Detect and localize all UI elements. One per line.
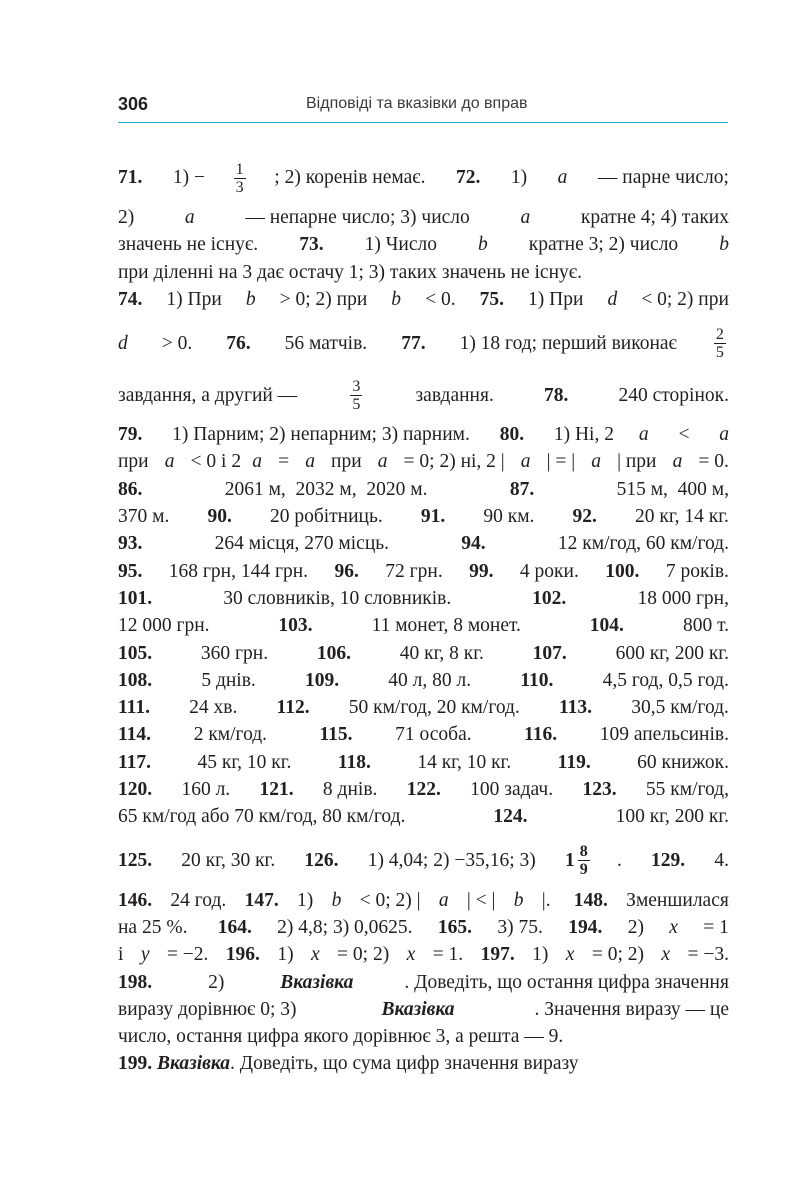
mixed-number: [565, 843, 593, 878]
text-run: 1) Число: [359, 234, 442, 256]
math-variable: a: [719, 424, 729, 446]
exercise-number: 94.: [461, 533, 486, 555]
exercise-number: 101.: [118, 587, 153, 609]
math-variable: a: [252, 451, 263, 473]
text-line: [118, 969, 729, 996]
exercise-number: 110.: [520, 669, 554, 691]
text-run: при: [118, 451, 154, 473]
math-variable: a: [557, 167, 568, 189]
exercise-number: 122.: [406, 779, 441, 801]
text-run: 90 км.: [478, 506, 540, 528]
exercise-number: 95.: [118, 560, 143, 582]
text-run: =: [273, 451, 294, 473]
exercise-number: 106.: [316, 642, 351, 664]
exercise-number: 147.: [244, 889, 279, 911]
running-title: Відповіді та вказівки до вправ: [306, 95, 528, 112]
exercise-number: 116.: [524, 724, 558, 746]
exercise-number: 104.: [589, 615, 624, 637]
math-variable: d: [607, 288, 618, 310]
exercise-number: 100.: [605, 560, 640, 582]
math-variable: x: [310, 944, 320, 966]
exercise-number: 75.: [479, 288, 504, 310]
exercise-number: 103.: [278, 615, 313, 637]
exercise-number: 105.: [118, 642, 153, 664]
text-line: [118, 803, 729, 830]
text-run: — парне число;: [593, 167, 729, 189]
text-run: 5 днів.: [196, 669, 261, 691]
text-run: = 0; 2) ні, 2 |: [398, 451, 510, 473]
exercise-number: 111.: [118, 697, 150, 719]
text-run: 1): [506, 167, 533, 189]
text-run: 1) Парним; 2) непарним; 3) парним.: [167, 424, 475, 446]
text-run: 4.: [709, 849, 729, 871]
text-run: 56 матчів.: [279, 332, 373, 354]
exercise-number: 109.: [304, 669, 340, 691]
text-run: 1): [272, 944, 299, 966]
text-run: 2) 4,8; 3) 0,0625.: [272, 916, 418, 938]
math-variable: x: [661, 944, 671, 966]
text-run: на 25 %.: [118, 916, 198, 938]
text-run: 2): [203, 971, 230, 993]
math-variable: b: [331, 889, 342, 911]
text-line: [118, 721, 729, 748]
text-run: число, остання цифра якого дорівнює 3, а решта — 9.: [118, 1026, 564, 1048]
exercise-number: 76.: [226, 332, 251, 354]
text-run: 24 год.: [165, 889, 232, 911]
exercise-number: 74.: [118, 288, 143, 310]
exercise-number: 87.: [509, 478, 535, 500]
hint-label: Вказівка: [280, 971, 354, 993]
exercise-number: 73.: [299, 234, 324, 256]
exercise-number: 102.: [532, 587, 567, 609]
text-line: [118, 694, 729, 721]
text-run: | при: [612, 451, 662, 473]
text-run: 168 грн, 144 грн.: [163, 560, 313, 582]
math-variable: a: [672, 451, 683, 473]
exercise-number: 194.: [568, 916, 603, 938]
text-run: значень не існує.: [118, 234, 264, 256]
exercise-number: 108.: [118, 669, 153, 691]
text-line: [118, 640, 729, 667]
text-run: 4,5 год, 0,5 год.: [597, 669, 729, 691]
text-line: [118, 421, 729, 448]
text-run: < 0; 2) при: [636, 288, 729, 310]
text-run: кратне 3; 2) число: [523, 234, 684, 256]
exercise-number: 96.: [334, 560, 359, 582]
text-run: 65 км/год або 70 км/год, 80 км/год.: [118, 806, 411, 828]
text-run: = 1.: [427, 944, 469, 966]
text-run: 4 роки.: [515, 560, 584, 582]
text-run: 40 кг, 8 кг.: [394, 642, 489, 664]
math-variable: a: [184, 207, 195, 228]
text-line: [118, 286, 729, 313]
exercise-number: 148.: [573, 889, 608, 911]
text-run: і: [118, 944, 129, 966]
text-run: 2 км/год.: [188, 724, 282, 746]
text-run: 360 грн.: [196, 642, 273, 664]
exercise-number: 90.: [207, 506, 232, 528]
text-run: виразу дорівнює 0; 3): [118, 998, 302, 1020]
page-number: 306: [118, 94, 149, 114]
whole-part: 1: [564, 849, 575, 871]
exercise-number: 114.: [118, 724, 152, 746]
math-variable: a: [638, 424, 649, 446]
text-run: завдання, а другий —: [118, 384, 303, 406]
text-run: = 0; 2): [586, 944, 649, 966]
exercise-number: 165.: [437, 916, 473, 938]
text-line: [118, 321, 729, 365]
text-line: [118, 612, 729, 639]
answers-text: [118, 148, 729, 1078]
denominator: 9: [579, 861, 588, 879]
exercise-number: 123.: [582, 779, 617, 801]
text-run: 12 000 грн.: [118, 615, 225, 637]
text-run: = −2.: [162, 944, 214, 966]
exercise-number: 107.: [532, 642, 567, 664]
text-run: Зменшилася: [621, 889, 729, 911]
exercise-number: 197.: [480, 944, 515, 966]
text-run: 8 днів.: [318, 779, 383, 801]
math-variable: x: [406, 944, 416, 966]
text-run: 2): [622, 916, 649, 938]
denominator: 5: [352, 395, 361, 413]
text-run: |.: [536, 889, 561, 911]
text-run: < 0.: [420, 288, 461, 310]
text-run: 11 монет, 8 монет.: [366, 615, 536, 637]
text-run: 109 апельсинів.: [594, 724, 729, 746]
text-run: 55 км/год,: [641, 779, 729, 801]
text-line: [118, 839, 729, 883]
text-run: 1): [292, 889, 319, 911]
text-run: 1) 4,04; 2) −35,16; 3): [362, 849, 541, 871]
exercise-number: 118.: [337, 751, 371, 773]
text-run: 20 кг, 30 кг.: [176, 849, 281, 871]
text-run: 1): [527, 944, 554, 966]
text-line: [118, 667, 729, 694]
text-run: 50 км/год, 20 км/год.: [343, 697, 525, 719]
math-variable: a: [164, 451, 175, 473]
exercise-number: 71.: [118, 167, 143, 189]
text-run: 370 м.: [118, 506, 175, 528]
text-run: .: [616, 849, 627, 871]
exercise-number: 99.: [469, 560, 494, 582]
text-run: при: [326, 451, 367, 473]
text-run: 100 задач.: [465, 779, 558, 801]
text-line: [118, 914, 729, 941]
text-run: = 0.: [693, 451, 729, 473]
text-run: 3) 75.: [492, 916, 548, 938]
exercise-number: 80.: [499, 424, 525, 446]
math-variable: a: [591, 451, 602, 473]
text-run: 24 хв.: [184, 697, 243, 719]
text-run: 1) 18 год; перший виконає: [454, 332, 682, 354]
text-line: [118, 585, 729, 612]
text-run: 20 робітниць.: [265, 506, 388, 528]
text-run: > 0.: [156, 332, 198, 354]
exercise-number: 164.: [217, 916, 252, 938]
text-run: 60 книжок.: [632, 751, 729, 773]
hint-label: Вказівка: [381, 998, 455, 1020]
exercise-number: 124.: [493, 806, 528, 828]
numerator: 1: [235, 160, 244, 178]
text-run: 1) Ні, 2: [548, 424, 614, 446]
text-run: 264 місця, 270 місць.: [209, 533, 394, 555]
exercise-number: 86.: [118, 478, 143, 500]
text-run: 72 грн.: [380, 560, 448, 582]
text-run: 30,5 км/год.: [626, 697, 729, 719]
math-variable: b: [478, 234, 488, 256]
fraction: [231, 161, 249, 196]
math-variable: b: [719, 234, 729, 256]
text-run: . Доведіть, що остання цифра значення: [404, 971, 729, 993]
text-run: 100 кг, 200 кг.: [610, 806, 729, 828]
hint-label: Вказівка: [157, 1053, 231, 1075]
math-variable: a: [438, 889, 449, 911]
text-line: [118, 776, 729, 803]
text-run: 800 т.: [678, 615, 729, 637]
exercise-number: 92.: [572, 506, 597, 528]
math-variable: a: [520, 207, 531, 228]
text-line: [118, 156, 729, 200]
denominator: 5: [715, 343, 724, 361]
text-line: [118, 448, 729, 475]
text-run: — непарне число; 3) число: [240, 207, 475, 228]
text-run: 515 м, 400 м,: [611, 478, 729, 500]
text-line: [118, 259, 729, 286]
text-line: [118, 996, 729, 1023]
numerator: 8: [579, 843, 588, 861]
page-header: [118, 92, 728, 123]
text-run: <: [673, 424, 695, 446]
text-run: 160 л.: [176, 779, 236, 801]
text-run: 18 000 грн,: [632, 587, 729, 609]
exercise-number: 113.: [558, 697, 593, 719]
exercise-number: 93.: [118, 533, 143, 555]
text-run: 71 особа.: [390, 724, 487, 746]
exercise-number: 129.: [651, 849, 686, 871]
exercise-number: 78.: [543, 384, 569, 406]
exercise-number: 126.: [304, 849, 339, 871]
text-run: 240 сторінок.: [613, 384, 729, 406]
math-variable: a: [305, 451, 315, 473]
exercise-number: 79.: [118, 424, 143, 446]
text-line: [118, 204, 729, 231]
exercise-number: 199.: [118, 1053, 153, 1075]
text-run: 1) −: [168, 167, 206, 189]
text-run: < 0 і 2: [185, 451, 242, 473]
text-run: . Доведіть, що сума цифр значення виразу: [230, 1053, 579, 1075]
text-run: | = |: [541, 451, 581, 473]
math-variable: b: [245, 288, 256, 310]
math-variable: x: [669, 916, 678, 938]
text-line: [118, 887, 729, 914]
exercise-number: 91.: [420, 506, 446, 528]
text-line: [118, 373, 729, 417]
exercise-number: 112.: [276, 697, 310, 719]
math-variable: b: [513, 889, 524, 911]
exercise-number: 119.: [557, 751, 591, 773]
text-line: [118, 476, 729, 503]
text-line: [118, 1050, 729, 1077]
text-line: [118, 1023, 729, 1050]
text-run: 1) При: [523, 288, 589, 310]
text-line: [118, 530, 729, 557]
exercise-number: 120.: [118, 779, 153, 801]
text-run: 20 кг, 14 кг.: [630, 506, 729, 528]
exercise-number: 125.: [118, 849, 153, 871]
exercise-number: 198.: [118, 971, 153, 993]
fraction: [711, 326, 729, 361]
text-run: = −3.: [682, 944, 729, 966]
text-run: | < |: [462, 889, 501, 911]
text-run: кратне 4; 4) таких: [576, 207, 729, 228]
exercise-number: 115.: [319, 724, 353, 746]
text-run: 2061 м, 2032 м, 2020 м.: [219, 478, 433, 500]
text-run: 600 кг, 200 кг.: [610, 642, 729, 664]
exercise-number: 196.: [225, 944, 260, 966]
text-run: 12 км/год, 60 км/год.: [553, 533, 729, 555]
denominator: 3: [235, 178, 244, 196]
numerator: 2: [715, 325, 724, 343]
text-run: 7 років.: [660, 560, 729, 582]
text-line: [118, 558, 729, 585]
text-run: < 0; 2) |: [354, 889, 426, 911]
fraction: [347, 378, 365, 413]
text-line: [118, 503, 729, 530]
exercise-number: 72.: [456, 167, 481, 189]
exercise-number: 121.: [259, 779, 294, 801]
text-run: ; 2) коренів немає.: [274, 167, 431, 189]
text-run: 2): [118, 207, 140, 228]
text-line: [118, 941, 729, 968]
exercise-number: 146.: [118, 889, 153, 911]
text-run: = 1: [698, 916, 729, 938]
text-run: > 0; 2) при: [274, 288, 373, 310]
text-run: при діленні на 3 дає остачу 1; 3) таких значень не існує.: [118, 261, 583, 283]
text-run: 14 кг, 10 кг.: [412, 751, 517, 773]
text-line: [118, 231, 729, 258]
text-run: 30 словників, 10 словників.: [218, 587, 466, 609]
math-variable: a: [377, 451, 388, 473]
text-run: 40 л, 80 л.: [383, 669, 477, 691]
exercise-number: 117.: [118, 751, 152, 773]
text-line: [118, 749, 729, 776]
math-variable: d: [118, 332, 128, 354]
exercise-number: 77.: [401, 332, 426, 354]
math-variable: y: [140, 944, 150, 966]
text-run: завдання.: [410, 384, 499, 406]
math-variable: a: [520, 451, 531, 473]
math-variable: b: [391, 288, 402, 310]
text-run: 45 кг, 10 кг.: [192, 751, 297, 773]
math-variable: x: [565, 944, 575, 966]
numerator: 3: [352, 377, 361, 395]
text-run: . Значення виразу — це: [534, 998, 729, 1020]
text-run: 1) При: [161, 288, 227, 310]
text-run: = 0; 2): [332, 944, 395, 966]
